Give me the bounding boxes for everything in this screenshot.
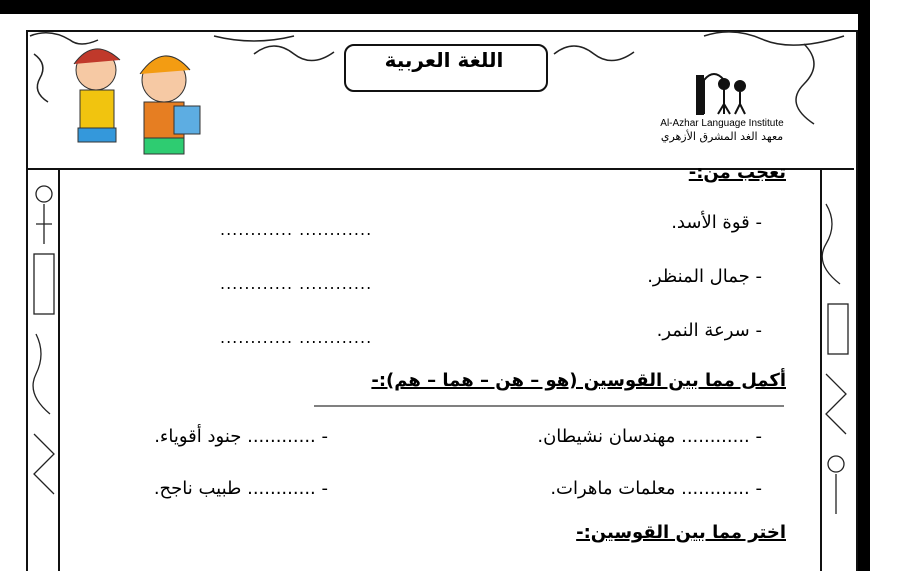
kids-illustration [74, 49, 200, 154]
bullet: - [755, 266, 762, 287]
item-text: ............ طبيب ناجح. [153, 478, 316, 499]
exclaim-item-3 [657, 320, 762, 341]
complete-item-4 [154, 478, 328, 499]
bullet: - [755, 478, 762, 499]
bullet: - [755, 212, 762, 233]
right-black-bar [858, 0, 870, 571]
worksheet [14, 14, 858, 571]
section1-heading: تعجب من:- [688, 162, 786, 183]
answer-blank-3[interactable]: ............ ............ [220, 328, 373, 347]
bullet: - [755, 426, 762, 447]
complete-item-3 [550, 478, 762, 499]
answer-blank-2[interactable]: ............ ............ [220, 274, 373, 293]
item-text: ............ معلمات ماهرات. [550, 478, 750, 499]
item-text: قوة الأسد. [671, 212, 750, 233]
complete-item-2 [154, 426, 328, 447]
bullet: - [321, 478, 328, 499]
page-title: اللغة العربية [384, 48, 504, 72]
top-black-bar [0, 0, 870, 14]
item-text: سرعة النمر. [656, 320, 750, 341]
section2-heading: أكمل مما بين القوسين (هو – هن – هما – هم):- [371, 370, 786, 391]
item-text: جمال المنظر. [647, 266, 750, 287]
answer-blank-1[interactable]: ............ ............ [220, 220, 373, 239]
institute-name-en: Al-Azhar Language Institute [660, 118, 784, 129]
exclaim-item-2 [647, 266, 762, 287]
item-text: ............ جنود أقوياء. [154, 426, 316, 447]
exclaim-item-1 [671, 212, 762, 233]
section3-heading: اختر مما بين القوسين:- [576, 522, 786, 543]
institute-logo [697, 74, 745, 114]
complete-item-1 [537, 426, 762, 447]
institute-name-ar: معهد الغد المشرق الأزهري [660, 130, 784, 143]
item-text: ............ مهندسان نشيطان. [537, 426, 750, 447]
bullet: - [321, 426, 328, 447]
bullet: - [755, 320, 762, 341]
